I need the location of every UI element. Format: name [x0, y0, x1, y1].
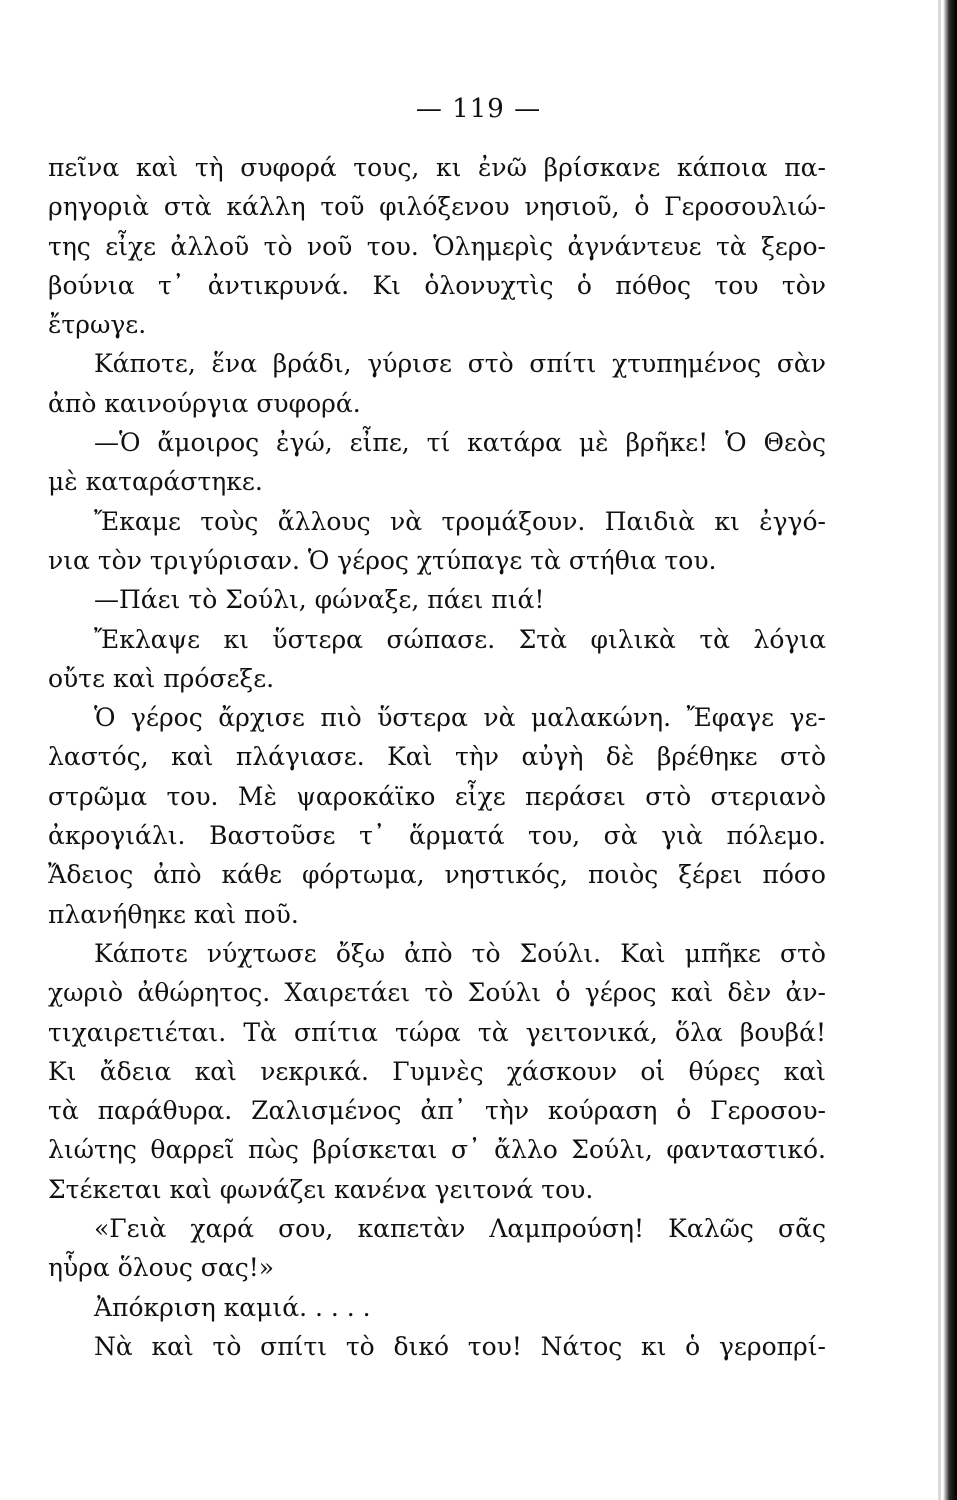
text-line: Κάποτε, ἕνα βράδι, γύρισε στὸ σπίτι χτυπημένος σὰν [94, 349, 826, 379]
text-line: βούνια τ᾽ ἀντικρυνά. Κι ὁλονυχτὶς ὁ πόθος του τὸν [48, 270, 826, 300]
text-line: ηὗρα ὅλους σας!» [48, 1253, 275, 1283]
text-line: στρῶμα του. Μὲ ψαροκάϊκο εἶχε περάσει στὸ στεριανὸ [48, 781, 826, 811]
page-edge-shadow [943, 0, 957, 1500]
body-text [48, 148, 826, 1366]
text-line: Ἔκλαψε κι ὕστερα σώπασε. Στὰ φιλικὰ τὰ λόγια [94, 624, 826, 654]
text-line: —Πάει τὸ Σούλι, φώναξε, πάει πιά! [94, 585, 545, 615]
text-line: Κι ἄδεια καὶ νεκρικά. Γυμνὲς χάσκουν οἱ θύρες καὶ [48, 1056, 826, 1086]
text-line: Ἀπόκριση καμιά. . . . . [94, 1292, 371, 1322]
text-line: τὰ παράθυρα. Ζαλισμένος ἀπ᾽ τὴν κούραση ὁ Γεροσου- [48, 1096, 826, 1126]
text-line: της εἶχε ἀλλοῦ τὸ νοῦ του. Ὁλημερὶς ἀγνάντευε τὰ ξερο- [48, 231, 826, 261]
text-line: «Γειὰ χαρά σου, καπετὰν Λαμπρούση! Καλῶς σᾶς [94, 1214, 826, 1244]
text-line: μὲ καταράστηκε. [48, 467, 263, 497]
text-line: λιώτης θαρρεῖ πὼς βρίσκεται σ᾽ ἄλλο Σούλι, φανταστικό. [48, 1135, 826, 1165]
page-edge-line [938, 0, 941, 1500]
text-line: Στέκεται καὶ φωνάζει κανένα γειτονά του. [48, 1174, 594, 1204]
page-number: — 119 — [415, 94, 542, 124]
text-line: Ἔκαμε τοὺς ἄλλους νὰ τρομάξουν. Παιδιὰ κι ἐγγό- [94, 506, 826, 536]
text-line: πεῖνα καὶ τὴ συφορά τους, κι ἐνῶ βρίσκανε κάποια πα- [48, 153, 826, 182]
text-line: Ὁ γέρος ἄρχισε πιὸ ὕστερα νὰ μαλακώνη. Ἔφαγε γε- [94, 703, 826, 733]
text-line: πλανήθηκε καὶ ποῦ. [48, 899, 299, 929]
text-line: —Ὁ ἄμοιρος ἐγώ, εἶπε, τί κατάρα μὲ βρῆκε! Ὁ Θεὸς [94, 428, 826, 458]
text-line: οὔτε καὶ πρόσεξε. [48, 663, 275, 693]
text-line: νια τὸν τριγύρισαν. Ὁ γέρος χτύπαγε τὰ στήθια του. [48, 545, 717, 575]
text-line: λαστός, καὶ πλάγιασε. Καὶ τὴν αὐγὴ δὲ βρέθηκε στὸ [48, 742, 826, 772]
text-line: ρηγοριὰ στὰ κάλλη τοῦ φιλόξενου νησιοῦ, ὁ Γεροσουλιώ- [48, 192, 826, 222]
text-line: τιχαιρετιέται. Τὰ σπίτια τώρα τὰ γειτονικά, ὅλα βουβά! [48, 1017, 826, 1047]
text-line: ἔτρωγε. [48, 310, 147, 340]
text-line: Κάποτε νύχτωσε ὄξω ἀπὸ τὸ Σούλι. Καὶ μπῆκε στὸ [94, 938, 826, 968]
text-line: χωριὸ ἀθώρητος. Χαιρετάει τὸ Σούλι ὁ γέρος καὶ δὲν ἀν- [48, 978, 826, 1008]
text-line: Νὰ καὶ τὸ σπίτι τὸ δικό του! Νάτος κι ὁ γεροπρί- [94, 1331, 826, 1361]
text-line: ἀκρογιάλι. Βαστοῦσε τ᾽ ἅρματά του, σὰ γιὰ πόλεμο. [48, 821, 826, 851]
text-line: ἀπὸ καινούργια συφορά. [48, 388, 361, 418]
text-line: Ἄδειος ἀπὸ κάθε φόρτωμα, νηστικός, ποιὸς ξέρει πόσο [48, 860, 826, 890]
